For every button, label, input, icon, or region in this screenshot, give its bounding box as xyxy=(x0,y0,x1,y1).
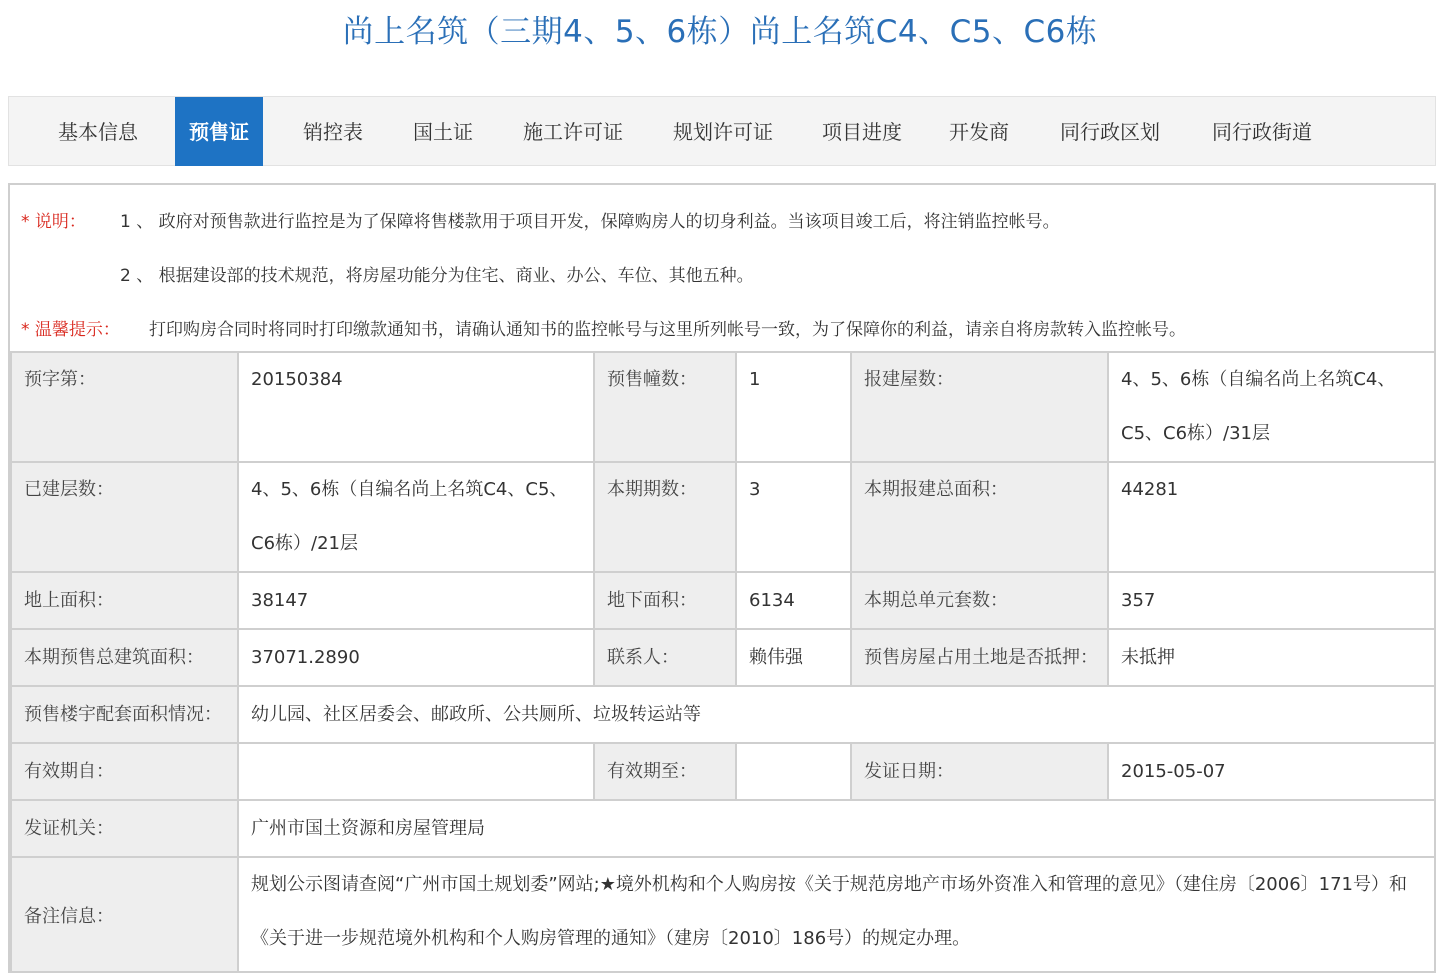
valid-from-value xyxy=(238,743,594,800)
explain-line-1: 1 、 政府对预售款进行监控是为了保障将售楼款用于项目开发，保障购房人的切身利益。当该项目竣工后，将注销监控帐号。 xyxy=(120,212,1060,232)
explain-label: * 说明： xyxy=(21,212,86,232)
field-label: 联系人： xyxy=(594,629,736,686)
field-label: 本期预售总建筑面积： xyxy=(11,629,238,686)
remarks-value: 规划公示图请查阅“广州市国土规划委”网站;★境外机构和个人购房按《关于规范房地产市场外资准入和管理的意见》（建住房〔2006〕171号）和《关于进一步规范境外机构和个人购房管理的通知》（建房〔2010〕186号）的规定办理。 xyxy=(238,857,1436,973)
issue-date-value: 2015-05-07 xyxy=(1108,743,1436,800)
table-row xyxy=(11,800,1436,857)
total-reported-area-value: 44281 xyxy=(1108,462,1436,572)
field-label: 发证机关： xyxy=(11,800,238,857)
field-label: 本期期数： xyxy=(594,462,736,572)
explain-line-2: 2 、 根据建设部的技术规范，将房屋功能分为住宅、商业、办公、车位、其他五种。 xyxy=(120,266,754,286)
presale-buildings-value: 1 xyxy=(736,352,851,462)
presale-total-area-value: 37071.2890 xyxy=(238,629,594,686)
presale-permit-panel xyxy=(8,183,1436,973)
field-label: 本期报建总面积： xyxy=(851,462,1108,572)
field-label: 本期总单元套数： xyxy=(851,572,1108,629)
total-units-value: 357 xyxy=(1108,572,1436,629)
tab-presale-permit[interactable]: 预售证 xyxy=(175,97,263,166)
field-label: 有效期至： xyxy=(594,743,736,800)
tab-project-progress[interactable]: 项目进度 xyxy=(822,120,902,144)
presale-number-value: 20150384 xyxy=(238,352,594,462)
built-floors-value: 4、5、6栋（自编名尚上名筑C4、C5、C6栋）/21层 xyxy=(238,462,594,572)
land-mortgage-value: 未抵押 xyxy=(1108,629,1436,686)
phase-value: 3 xyxy=(736,462,851,572)
contact-value: 赖伟强 xyxy=(736,629,851,686)
tip-label: * 温馨提示： xyxy=(21,320,120,340)
field-label: 预售房屋占用土地是否抵押： xyxy=(851,629,1108,686)
field-label: 地上面积： xyxy=(11,572,238,629)
tab-land-certificate[interactable]: 国土证 xyxy=(413,120,473,144)
field-label: 预售楼宇配套面积情况： xyxy=(11,686,238,743)
valid-to-value xyxy=(736,743,851,800)
field-label: 发证日期： xyxy=(851,743,1108,800)
tab-construction-permit[interactable]: 施工许可证 xyxy=(523,120,623,144)
presale-info-table xyxy=(10,351,1436,973)
underground-area-value: 6134 xyxy=(736,572,851,629)
above-ground-area-value: 38147 xyxy=(238,572,594,629)
table-row xyxy=(11,462,1436,572)
table-row xyxy=(11,743,1436,800)
reported-floors-value: 4、5、6栋（自编名尚上名筑C4、C5、C6栋）/31层 xyxy=(1108,352,1436,462)
tab-planning-permit[interactable]: 规划许可证 xyxy=(673,120,773,144)
table-row xyxy=(11,352,1436,462)
tab-bar xyxy=(8,96,1436,166)
page-title: 尚上名筑（三期4、5、6栋）尚上名筑C4、C5、C6栋 xyxy=(342,14,1098,50)
field-label: 预字第： xyxy=(11,352,238,462)
tab-developer[interactable]: 开发商 xyxy=(949,120,1009,144)
field-label: 已建层数： xyxy=(11,462,238,572)
field-label: 有效期自： xyxy=(11,743,238,800)
tab-sales-control[interactable]: 销控表 xyxy=(303,120,363,144)
issuing-authority-value: 广州市国土资源和房屋管理局 xyxy=(238,800,1436,857)
table-row xyxy=(11,629,1436,686)
tab-same-street[interactable]: 同行政街道 xyxy=(1212,120,1312,144)
field-label: 地下面积： xyxy=(594,572,736,629)
table-row xyxy=(11,857,1436,973)
tab-same-district[interactable]: 同行政区划 xyxy=(1060,120,1160,144)
table-row xyxy=(11,686,1436,743)
facilities-value: 幼儿园、社区居委会、邮政所、公共厕所、垃圾转运站等 xyxy=(238,686,1436,743)
tip-text: 打印购房合同时将同时打印缴款通知书，请确认通知书的监控帐号与这里所列帐号一致，为了保障你的利益，请亲自将房款转入监控帐号。 xyxy=(149,320,1186,340)
field-label: 预售幢数： xyxy=(594,352,736,462)
table-row xyxy=(11,572,1436,629)
field-label: 备注信息： xyxy=(11,857,238,973)
tab-basic-info[interactable]: 基本信息 xyxy=(58,120,138,144)
field-label: 报建屋数： xyxy=(851,352,1108,462)
